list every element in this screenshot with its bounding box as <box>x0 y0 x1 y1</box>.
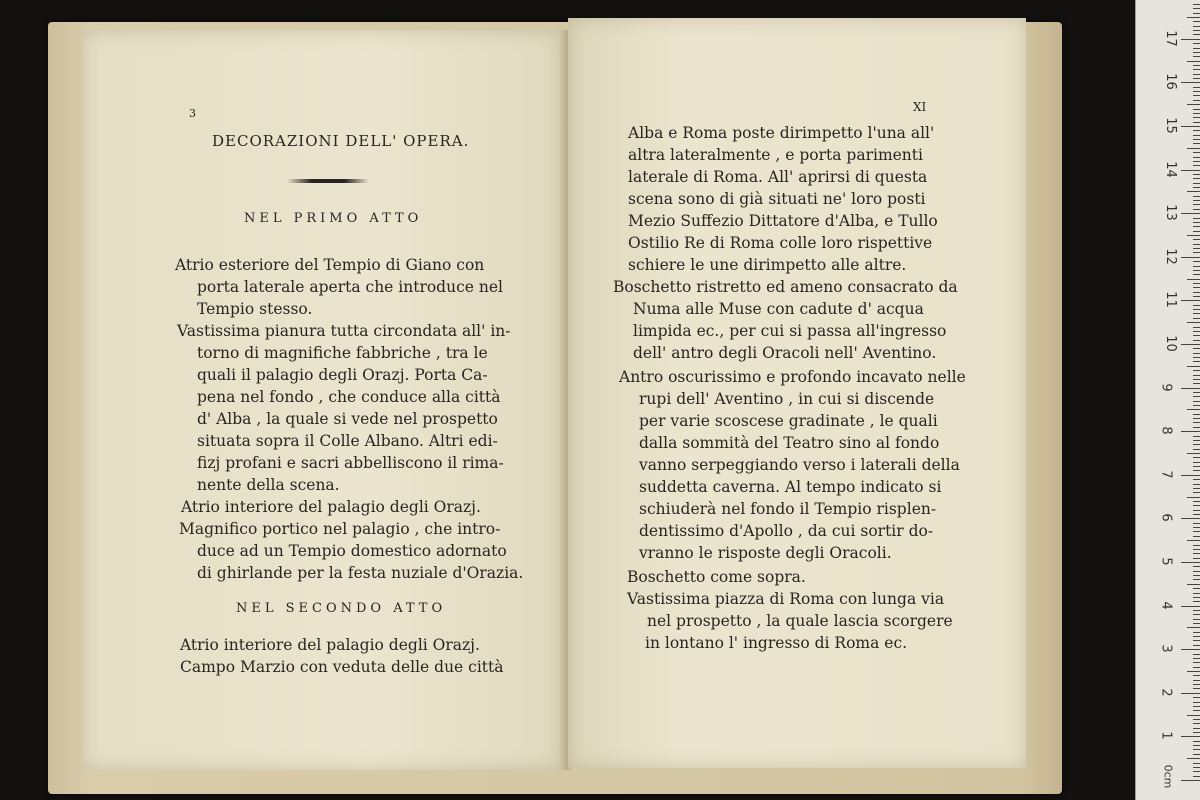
ruler-tick <box>1193 187 1200 188</box>
ruler-tick <box>1193 514 1200 515</box>
ruler-tick <box>1193 178 1200 179</box>
ruler-tick <box>1193 292 1200 293</box>
ruler-tick <box>1193 623 1200 624</box>
ruler-tick <box>1193 143 1200 144</box>
text-line: porta laterale aperta che introduce nel <box>197 278 503 296</box>
text-line: dell' antro degli Oracoli nell' Aventino. <box>633 344 937 362</box>
ruler-tick <box>1187 17 1200 18</box>
ruler-tick <box>1181 39 1200 40</box>
ruler-tick <box>1181 518 1200 519</box>
ruler-tick <box>1193 549 1200 550</box>
ruler-tick <box>1187 497 1200 498</box>
ruler-tick <box>1187 715 1200 716</box>
ruler-tick <box>1193 283 1200 284</box>
ruler-tick <box>1193 719 1200 720</box>
ruler-tick <box>1193 200 1200 201</box>
ruler-tick <box>1193 470 1200 471</box>
ruler-tick <box>1193 69 1200 70</box>
ruler-tick <box>1193 531 1200 532</box>
ruler-tick <box>1193 680 1200 681</box>
ruler-tick <box>1181 693 1200 694</box>
ruler-tick <box>1193 318 1200 319</box>
ruler-tick <box>1193 523 1200 524</box>
ruler-tick <box>1181 562 1200 563</box>
ruler-tick <box>1193 667 1200 668</box>
ruler-tick <box>1193 161 1200 162</box>
text-line: rupi dell' Aventino , in cui si discende <box>639 390 935 408</box>
ruler-number: 2 <box>1158 688 1174 697</box>
text-line: altra lateralmente , e porta parimenti <box>628 146 923 164</box>
ruler-tick <box>1193 479 1200 480</box>
ruler-tick <box>1193 48 1200 49</box>
ruler-tick <box>1193 331 1200 332</box>
ruler-tick <box>1193 588 1200 589</box>
ruler-tick <box>1193 13 1200 14</box>
ruler-number: 11 <box>1162 291 1178 309</box>
ruler-tick <box>1193 684 1200 685</box>
text-line: Magnifico portico nel palagio , che intro- <box>179 520 501 538</box>
ruler-tick <box>1193 754 1200 755</box>
text-line: Atrio interiore del palagio degli Orazj. <box>180 636 480 654</box>
ruler-tick <box>1193 510 1200 511</box>
ruler-tick <box>1193 52 1200 53</box>
text-line: Vastissima piazza di Roma con lunga via <box>627 590 945 608</box>
ruler-tick <box>1193 117 1200 118</box>
text-line: limpida ec., per cui si passa all'ingresso <box>633 322 947 340</box>
ruler-tick <box>1181 780 1200 781</box>
ruler-tick <box>1193 610 1200 611</box>
ruler-tick <box>1193 109 1200 110</box>
ruler-tick <box>1193 566 1200 567</box>
ruler-tick <box>1193 706 1200 707</box>
text-line: duce ad un Tempio domestico adornato <box>197 542 507 560</box>
ruler-tick <box>1193 361 1200 362</box>
ruler-tick <box>1193 370 1200 371</box>
ruler-tick <box>1193 152 1200 153</box>
ruler-tick <box>1193 545 1200 546</box>
ruler-tick <box>1193 553 1200 554</box>
ruler-tick <box>1193 113 1200 114</box>
ruler-tick <box>1193 658 1200 659</box>
text-line: torno di magnifiche fabbriche , tra le <box>197 344 488 362</box>
ruler-tick <box>1193 501 1200 502</box>
ruler-tick <box>1193 488 1200 489</box>
ruler-tick <box>1193 95 1200 96</box>
ruler-tick <box>1193 139 1200 140</box>
ruler-tick <box>1193 209 1200 210</box>
text-line: Campo Marzio con veduta delle due città <box>180 658 504 676</box>
ruler-number: 15 <box>1162 117 1178 134</box>
ruler-tick <box>1181 213 1200 214</box>
ruler-number: 1 <box>1158 731 1174 741</box>
ruler-tick <box>1193 702 1200 703</box>
ruler-tick <box>1193 396 1200 397</box>
ruler-number: 8 <box>1158 426 1174 435</box>
text-line: suddetta caverna. Al tempo indicato si <box>639 478 942 496</box>
ruler-tick <box>1193 261 1200 262</box>
ruler-tick <box>1193 462 1200 463</box>
ruler-tick <box>1193 130 1200 131</box>
ruler-tick <box>1193 91 1200 92</box>
text-line: d' Alba , la quale si vede nel prospetto <box>197 410 498 428</box>
ruler-tick <box>1193 305 1200 306</box>
text-line: in lontano l' ingresso di Roma ec. <box>645 634 908 652</box>
text-line: pena nel fondo , che conduce alla città <box>197 388 501 406</box>
ruler-tick <box>1193 266 1200 267</box>
ruler-tick <box>1193 710 1200 711</box>
ruler-tick <box>1193 353 1200 354</box>
ruler-tick <box>1193 174 1200 175</box>
act1-heading: NEL PRIMO ATTO <box>244 211 423 226</box>
ruler-tick <box>1193 771 1200 772</box>
text-line: dalla sommità del Teatro sino al fondo <box>639 434 940 452</box>
text-line: Boschetto come sopra. <box>627 568 806 586</box>
text-line: Ostilio Re di Roma colle loro rispettive <box>628 234 933 252</box>
ruler-tick <box>1181 475 1200 476</box>
ruler-tick <box>1187 235 1200 236</box>
text-line: scena sono di già situati ne' loro posti <box>628 190 926 208</box>
text-line: nel prospetto , la quale lascia scorgere <box>647 612 953 630</box>
ruler-tick <box>1193 688 1200 689</box>
ruler-tick <box>1181 344 1200 345</box>
ruler-tick <box>1193 492 1200 493</box>
ruler-tick <box>1187 366 1200 367</box>
text-line: Tempio stesso. <box>197 300 313 318</box>
ruler-tick <box>1193 100 1200 101</box>
ruler-tick <box>1187 627 1200 628</box>
ruler-tick <box>1193 449 1200 450</box>
ruler-tick <box>1181 257 1200 258</box>
ruler-tick <box>1193 767 1200 768</box>
ruler-tick <box>1193 614 1200 615</box>
ruler-tick <box>1181 170 1200 171</box>
ruler-tick <box>1193 226 1200 227</box>
ruler-number: 9 <box>1158 382 1174 392</box>
ruler-tick <box>1193 749 1200 750</box>
ruler-tick <box>1193 34 1200 35</box>
ruler-tick <box>1187 61 1200 62</box>
ruler-tick <box>1193 414 1200 415</box>
ruler-tick <box>1193 30 1200 31</box>
ruler-tick <box>1193 274 1200 275</box>
ruler-tick <box>1193 741 1200 742</box>
ruler-tick <box>1181 606 1200 607</box>
ruler-tick <box>1187 453 1200 454</box>
ruler-tick <box>1193 593 1200 594</box>
ruler-number: 5 <box>1158 557 1174 566</box>
text-line: fizj profani e sacri abbelliscono il rima- <box>197 454 504 472</box>
text-line: situata sopra il Colle Albano. Altri edi- <box>197 432 498 450</box>
ruler-tick <box>1193 296 1200 297</box>
ruler-tick <box>1193 248 1200 249</box>
ruler-number: 16 <box>1162 73 1178 91</box>
ruler-tick <box>1193 436 1200 437</box>
page-number: XI <box>913 100 927 114</box>
ruler-tick <box>1193 65 1200 66</box>
ruler-tick <box>1187 540 1200 541</box>
ruler-number: 17 <box>1162 30 1178 47</box>
text-line: dentissimo d'Apollo , da cui sortir do- <box>639 522 934 540</box>
ruler-tick <box>1193 776 1200 777</box>
ruler-tick <box>1193 122 1200 123</box>
ruler-tick <box>1193 56 1200 57</box>
ruler-tick <box>1193 662 1200 663</box>
ruler-tick <box>1193 340 1200 341</box>
ruler-tick <box>1193 196 1200 197</box>
ruler-tick <box>1193 601 1200 602</box>
ruler-tick <box>1187 758 1200 759</box>
ruler-tick <box>1193 418 1200 419</box>
ruler-tick <box>1193 87 1200 88</box>
text-line: schiuderà nel fondo il Tempio risplen- <box>639 500 937 518</box>
ruler-tick <box>1187 191 1200 192</box>
header-mark: 3 <box>189 107 196 120</box>
ruler-tick <box>1193 270 1200 271</box>
ruler-number: 10 <box>1162 335 1178 352</box>
ruler-tick <box>1181 388 1200 389</box>
ruler-tick <box>1193 745 1200 746</box>
ruler-tick <box>1193 571 1200 572</box>
ruler-tick <box>1187 148 1200 149</box>
text-line: Atrio esteriore del Tempio di Giano con <box>175 256 485 274</box>
ruler-tick <box>1187 322 1200 323</box>
text-line: laterale di Roma. All' aprirsi di questa <box>628 168 928 186</box>
ruler-tick <box>1187 409 1200 410</box>
ruler-tick <box>1193 183 1200 184</box>
ruler-tick <box>1193 579 1200 580</box>
ruler-tick <box>1193 383 1200 384</box>
ruler-tick <box>1193 632 1200 633</box>
ruler-tick <box>1193 763 1200 764</box>
ruler-tick <box>1181 431 1200 432</box>
ruler-tick <box>1193 640 1200 641</box>
ruler-tick <box>1193 732 1200 733</box>
ruler-tick <box>1193 697 1200 698</box>
ruler-tick <box>1193 309 1200 310</box>
ruler-tick <box>1193 527 1200 528</box>
ruler-tick <box>1193 392 1200 393</box>
ruler-tick <box>1193 252 1200 253</box>
ruler-tick <box>1181 300 1200 301</box>
ruler-tick <box>1193 26 1200 27</box>
ruler-number: 4 <box>1158 600 1174 610</box>
ruler-tick <box>1193 78 1200 79</box>
ruler-tick <box>1187 671 1200 672</box>
text-line: schiere le une dirimpetto alle altre. <box>628 256 907 274</box>
ruler-tick <box>1193 401 1200 402</box>
ruler-tick <box>1193 218 1200 219</box>
ruler-tick <box>1187 104 1200 105</box>
ruler-number: 7 <box>1158 470 1174 479</box>
page-title: DECORAZIONI DELL' OPERA. <box>212 132 470 150</box>
ruler-number: 14 <box>1162 160 1178 178</box>
ruler-tick <box>1193 654 1200 655</box>
ruler-tick <box>1181 82 1200 83</box>
ruler-tick <box>1193 440 1200 441</box>
ruler-tick <box>1193 575 1200 576</box>
text-line: per varie scoscese gradinate , le quali <box>639 412 938 430</box>
ruler-tick <box>1181 126 1200 127</box>
ruler-tick <box>1193 405 1200 406</box>
text-line: quali il palagio degli Orazj. Porta Ca- <box>197 366 488 384</box>
ruler-tick <box>1193 313 1200 314</box>
ruler-tick <box>1193 636 1200 637</box>
text-line: Numa alle Muse con cadute d' acqua <box>633 300 924 318</box>
ruler-tick <box>1193 8 1200 9</box>
ruler-tick <box>1193 21 1200 22</box>
text-line: Mezio Suffezio Dittatore d'Alba, e Tullo <box>628 212 938 230</box>
text-line: Antro oscurissimo e profondo incavato nelle <box>619 368 966 386</box>
ruler-tick <box>1193 723 1200 724</box>
ruler-tick <box>1193 135 1200 136</box>
text-line: vranno le risposte degli Oracoli. <box>639 544 892 562</box>
ruler-tick <box>1193 457 1200 458</box>
ruler-tick <box>1193 348 1200 349</box>
ruler-tick <box>1193 619 1200 620</box>
ruler-tick <box>1193 222 1200 223</box>
text-line: Vastissima pianura tutta circondata all' in- <box>177 322 511 340</box>
ruler-tick <box>1193 157 1200 158</box>
ruler-tick <box>1193 335 1200 336</box>
measurement-ruler <box>1135 0 1200 800</box>
ruler-tick <box>1193 505 1200 506</box>
ruler-tick <box>1193 375 1200 376</box>
text-line: di ghirlande per la festa nuziale d'Orazia. <box>197 564 524 582</box>
ruler-unit-label: 0cm <box>1161 764 1175 789</box>
ruler-tick <box>1193 4 1200 5</box>
ruler-tick <box>1181 736 1200 737</box>
ruler-number: 3 <box>1158 644 1174 653</box>
ruler-tick <box>1193 244 1200 245</box>
ruler-tick <box>1193 165 1200 166</box>
ruler-number: 12 <box>1162 248 1178 265</box>
ruler-tick <box>1193 558 1200 559</box>
ruler-number: 6 <box>1158 513 1174 523</box>
ruler-tick <box>1187 584 1200 585</box>
ruler-tick <box>1193 287 1200 288</box>
text-line: Boschetto ristretto ed ameno consacrato da <box>613 278 958 296</box>
ruler-tick <box>1193 597 1200 598</box>
ruler-tick <box>1193 466 1200 467</box>
text-line: nente della scena. <box>197 476 340 494</box>
ruler-tick <box>1193 675 1200 676</box>
ruler-number: 13 <box>1162 204 1178 221</box>
ruler-tick <box>1193 427 1200 428</box>
ruler-tick <box>1193 484 1200 485</box>
ruler-tick <box>1193 728 1200 729</box>
ruler-tick <box>1193 536 1200 537</box>
text-line: vanno serpeggiando verso i laterali della <box>639 456 960 474</box>
ruler-tick <box>1193 239 1200 240</box>
ruler-tick <box>1193 43 1200 44</box>
ruler-tick <box>1187 279 1200 280</box>
ruler-tick <box>1193 327 1200 328</box>
text-line: Alba e Roma poste dirimpetto l'una all' <box>628 124 935 142</box>
ruler-tick <box>1193 204 1200 205</box>
ruler-tick <box>1193 379 1200 380</box>
text-line: Atrio interiore del palagio degli Orazj. <box>181 498 481 516</box>
ruler-tick <box>1193 444 1200 445</box>
ruler-tick <box>1193 422 1200 423</box>
ruler-tick <box>1181 649 1200 650</box>
act2-heading: NEL SECONDO ATTO <box>236 601 447 616</box>
ruler-tick <box>1193 231 1200 232</box>
ruler-tick <box>1193 357 1200 358</box>
ruler-tick <box>1193 645 1200 646</box>
ornament-rule <box>287 179 369 183</box>
ruler-tick <box>1193 74 1200 75</box>
